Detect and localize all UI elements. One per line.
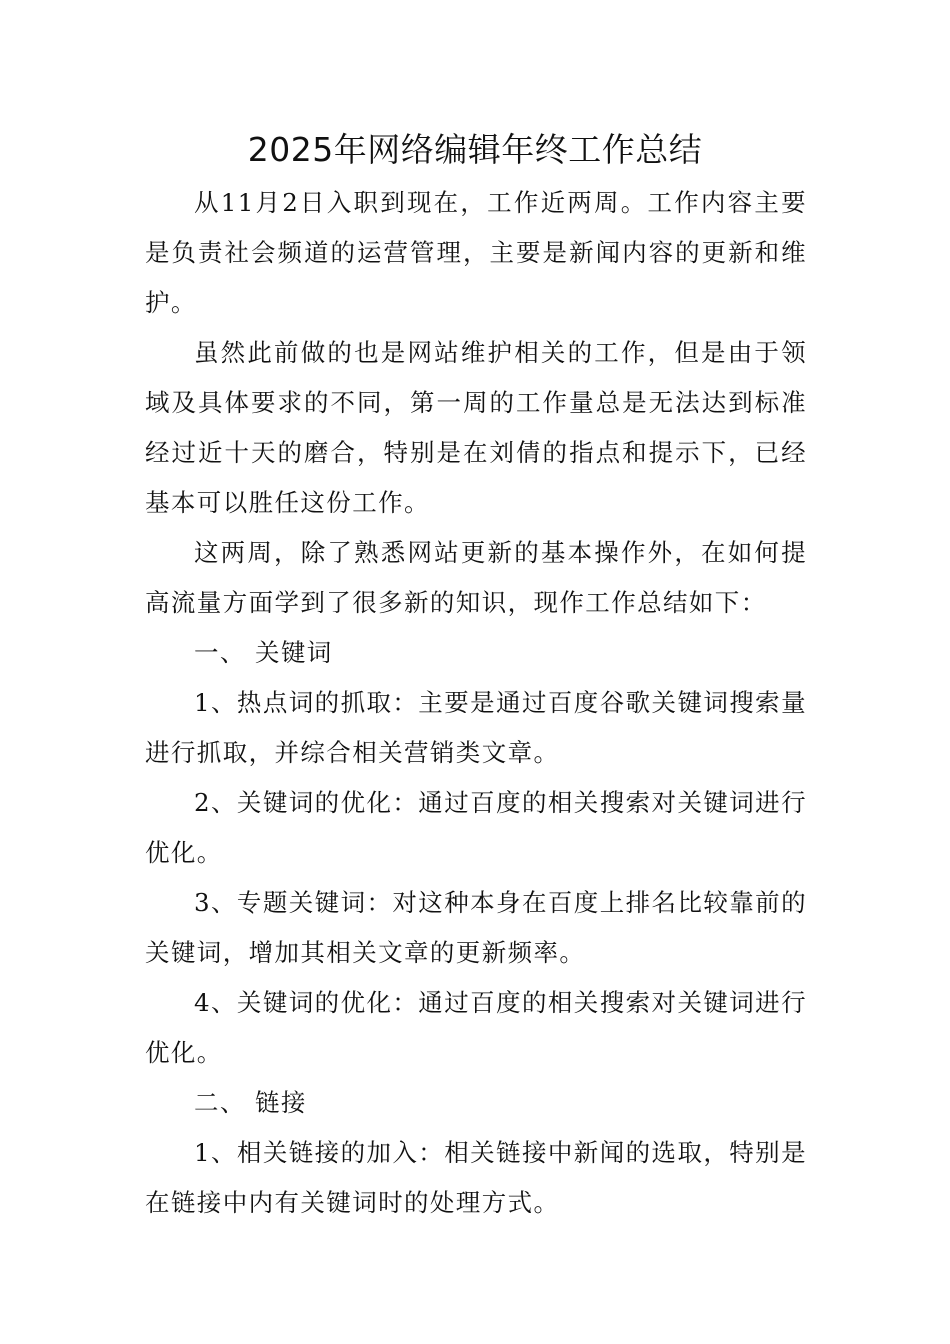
list-item-links-1: 1、相关链接的加入：相关链接中新闻的选取，特别是在链接中内有关键词时的处理方式。 (145, 1138, 807, 1217)
paragraph-background: 虽然此前做的也是网站维护相关的工作，但是由于领域及具体要求的不同，第一周的工作量总是无法达到标准经过近十天的磨合，特别是在刘倩的指点和提示下，已经基本可以胜任这份工作。 (145, 338, 807, 517)
list-item-keywords-2: 2、关键词的优化：通过百度的相关搜索对关键词进行优化。 (145, 788, 807, 867)
paragraph-intro: 从11月2日入职到现在，工作近两周。工作内容主要是负责社会频道的运营管理，主要是新闻内容的更新和维护。 (145, 188, 807, 317)
list-item-keywords-1: 1、热点词的抓取：主要是通过百度谷歌关键词搜索量进行抓取，并综合相关营销类文章。 (145, 688, 807, 767)
section-heading-keywords: 一、 关键词 (194, 638, 333, 667)
document-title: 2025年网络编辑年终工作总结 (247, 130, 703, 169)
list-item-keywords-4: 4、关键词的优化：通过百度的相关搜索对关键词进行优化。 (145, 988, 807, 1067)
document-body (145, 178, 807, 1228)
paragraph-summary-lead: 这两周，除了熟悉网站更新的基本操作外，在如何提高流量方面学到了很多新的知识，现作工作总结如下： (145, 538, 807, 617)
section-heading-links: 二、 链接 (194, 1088, 307, 1117)
list-item-keywords-3: 3、专题关键词：对这种本身在百度上排名比较靠前的关键词，增加其相关文章的更新频率。 (145, 888, 807, 967)
